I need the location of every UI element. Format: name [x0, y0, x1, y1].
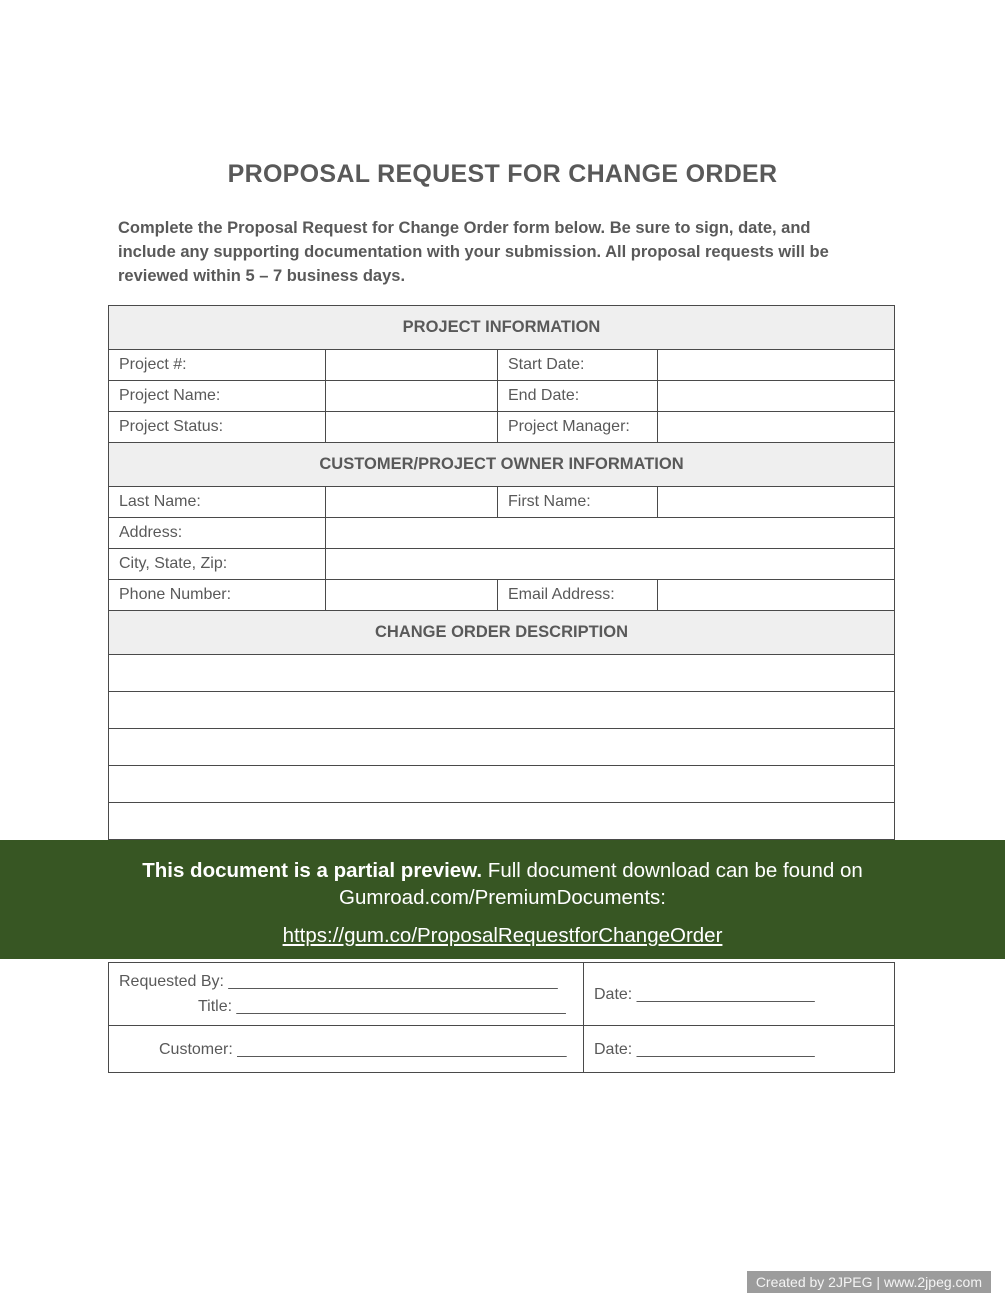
table-row	[109, 963, 895, 1026]
preview-banner	[0, 840, 1005, 959]
date-line: Date: ____________________	[594, 1040, 815, 1058]
label-first-name: First Name:	[498, 487, 658, 518]
label-project-number: Project #:	[109, 350, 326, 381]
label-project-status: Project Status:	[109, 412, 326, 443]
banner-bold-text: This document is a partial preview.	[142, 859, 483, 882]
table-row	[109, 350, 895, 381]
label-email-address: Email Address:	[498, 580, 658, 611]
label-start-date: Start Date:	[498, 350, 658, 381]
gumroad-download-link[interactable]: https://gum.co/ProposalRequestforChangeOrder	[282, 924, 723, 947]
requested-by-line: Requested By: _____________________________________	[119, 973, 558, 990]
input-cell-project-status	[326, 412, 498, 443]
description-input-cell	[109, 803, 895, 840]
banner-regular-text: Full document download can be found on	[487, 859, 863, 882]
input-cell-email-address	[658, 580, 895, 611]
label-phone-number: Phone Number:	[109, 580, 326, 611]
description-input-cell	[109, 766, 895, 803]
input-cell-project-number	[326, 350, 498, 381]
form-table	[108, 305, 895, 840]
date-line: Date: ____________________	[594, 985, 815, 1003]
section-header-change-order-description: CHANGE ORDER DESCRIPTION	[109, 611, 895, 655]
section-header-project-information: PROJECT INFORMATION	[109, 306, 895, 350]
label-project-name: Project Name:	[109, 381, 326, 412]
input-cell-end-date	[658, 381, 895, 412]
customer-line: Customer: _____________________________________	[159, 1040, 567, 1058]
input-cell-address	[326, 518, 895, 549]
table-row	[109, 1026, 895, 1073]
table-row	[109, 412, 895, 443]
title-line: Title: _____________________________________	[198, 998, 566, 1015]
banner-line-2: Gumroad.com/PremiumDocuments:	[339, 886, 666, 909]
section-row-customer-information	[109, 443, 895, 487]
input-cell-project-manager	[658, 412, 895, 443]
input-cell-first-name	[658, 487, 895, 518]
description-input-cell	[109, 692, 895, 729]
section-header-customer-information: CUSTOMER/PROJECT OWNER INFORMATION	[109, 443, 895, 487]
description-row	[109, 803, 895, 840]
table-row	[109, 518, 895, 549]
label-last-name: Last Name:	[109, 487, 326, 518]
page-title: PROPOSAL REQUEST FOR CHANGE ORDER	[227, 160, 778, 188]
section-row-change-order-description	[109, 611, 895, 655]
table-row	[109, 549, 895, 580]
date-cell	[584, 1026, 895, 1073]
description-row	[109, 766, 895, 803]
input-cell-last-name	[326, 487, 498, 518]
input-cell-city-state-zip	[326, 549, 895, 580]
created-by-watermark: Created by 2JPEG | www.2jpeg.com	[747, 1271, 991, 1293]
input-cell-project-name	[326, 381, 498, 412]
intro-text: Complete the Proposal Request for Change Order form below. Be sure to sign, date, and include any supporting documentation with your submission. All proposal requests will be reviewed within 5 – 7 business days.	[118, 219, 829, 285]
description-row	[109, 729, 895, 766]
label-project-manager: Project Manager:	[498, 412, 658, 443]
description-input-cell	[109, 655, 895, 692]
customer-cell	[109, 1026, 584, 1073]
banner-line-1	[0, 857, 1005, 884]
table-row	[109, 580, 895, 611]
signature-table	[108, 962, 895, 1073]
label-address: Address:	[109, 518, 326, 549]
table-row	[109, 487, 895, 518]
input-cell-phone-number	[326, 580, 498, 611]
label-city-state-zip: City, State, Zip:	[109, 549, 326, 580]
description-row	[109, 655, 895, 692]
date-cell	[584, 963, 895, 1026]
input-cell-start-date	[658, 350, 895, 381]
section-row-project-information	[109, 306, 895, 350]
requested-by-cell	[109, 963, 584, 1026]
description-input-cell	[109, 729, 895, 766]
label-end-date: End Date:	[498, 381, 658, 412]
table-row	[109, 381, 895, 412]
description-row	[109, 692, 895, 729]
